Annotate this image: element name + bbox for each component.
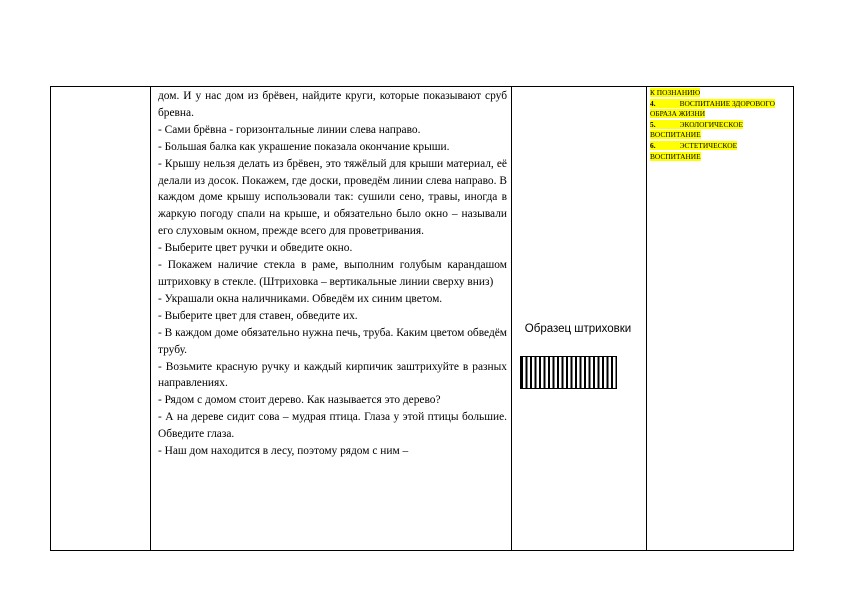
text-paragraph: - Выберите цвет ручки и обведите окно. [158, 242, 353, 255]
text-paragraph: - Сами брёвна - горизонтальные линии слева направо. [158, 123, 421, 136]
text-paragraph: - Крышу нельзя делать из брёвен, это тяжёлый для крыши материал, её делали из досок. Покажем, где доски, проведём линии слева направо. В каждом доме крышу использовали так: сушили сено, травы, иногда в жаркую погоду спали на крыше, и обязательно было окно – называли его слуховым окном, прежде всего для проветривания. [158, 157, 507, 238]
text-paragraph: - Возьмите красную ручку и каждый кирпичик заштрихуйте в разных направлениях. [158, 360, 507, 390]
text-paragraph: дом. И у нас дом из брёвен, найдите круги, которые показывают сруб бревна. [158, 90, 507, 119]
goal-item [650, 120, 743, 140]
goal-number: 4. [650, 98, 656, 108]
text-paragraph: - Рядом с домом стоит дерево. Как называется это дерево? [158, 394, 441, 407]
lesson-text-cell [158, 88, 507, 460]
education-goals-cell [650, 88, 785, 162]
text-paragraph: - Выберите цвет для ставен, обведите их. [158, 309, 358, 322]
goal-text: ЭКОЛОГИЧЕСКОЕ ВОСПИТАНИЕ [650, 119, 743, 140]
column-divider [511, 87, 512, 550]
hatching-sample-caption: Образец штриховки [524, 323, 632, 335]
goal-lead: К ПОЗНАНИЮ [650, 88, 701, 97]
goal-number: 6. [650, 140, 656, 150]
text-paragraph: - Большая балка как украшение показала окончание крыши. [158, 140, 450, 153]
text-paragraph: - В каждом доме обязательно нужна печь, труба. Каким цветом обведём трубу. [158, 326, 507, 356]
goal-item [650, 99, 775, 119]
lesson-table [50, 86, 794, 551]
hatching-pattern-icon [520, 356, 617, 389]
column-divider [646, 87, 647, 550]
text-paragraph: - Покажем наличие стекла в раме, выполним голубым карандашом штриховку в стекле. (Штриховка – вертикальные линии сверху вниз) [158, 259, 507, 288]
goal-text: ВОСПИТАНИЕ ЗДОРОВОГО ОБРАЗА ЖИЗНИ [650, 98, 775, 119]
goal-item [650, 141, 737, 161]
text-paragraph: - А на дереве сидит сова – мудрая птица. Глаза у этой птицы большие. Обведите глаза. [158, 411, 507, 441]
goal-number: 5. [650, 119, 656, 129]
text-paragraph: - Наш дом находится в лесу, поэтому рядом с ним – [158, 445, 409, 458]
column-divider [150, 87, 151, 550]
goal-text: ЭСТЕТИЧЕСКОЕ ВОСПИТАНИЕ [650, 140, 738, 161]
text-paragraph: - Украшали окна наличниками. Обведём их синим цветом. [158, 292, 443, 305]
